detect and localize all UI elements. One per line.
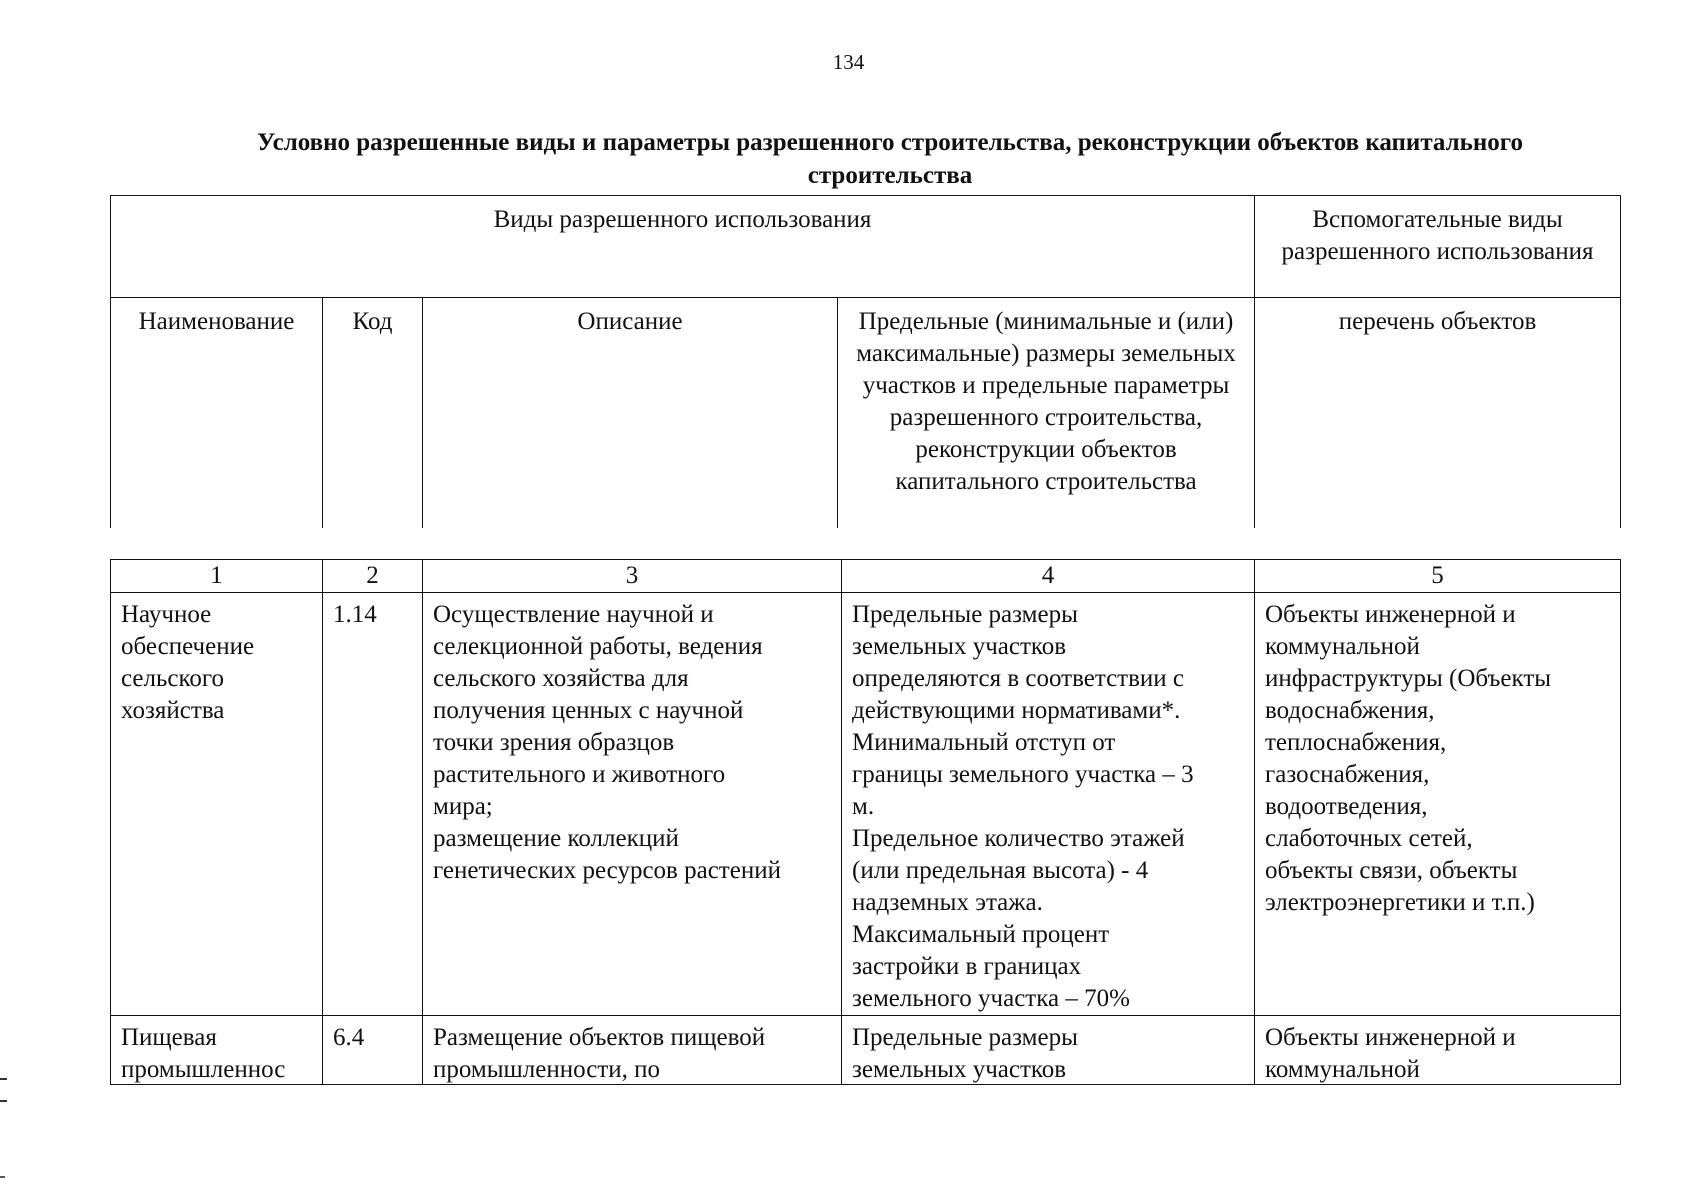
- code-cell: [323, 593, 423, 1016]
- column-number-row: [111, 560, 1621, 593]
- objects-text: Объекты инженерной и коммунальной инфраструктуры (Объекты водоснабжения, теплоснабжения, газоснабжения, водоотведения, слаботочных сетей, объекты связи, объекты электроэнергетики и т.п.): [1265, 601, 1552, 916]
- code-cell: [323, 1016, 423, 1085]
- parameters-text: Предельные размеры земельных участков определяются в соответствии с действующими нормативами*. Минимальный отступ от границы земельного участка – 3 м. Предельное количество этажей (или предельная высота) - 4 надземных этажа. Максимальный процент застройки в границах земельного участка – 70%: [852, 601, 1194, 1012]
- column-number: 5: [1255, 560, 1621, 593]
- objects-cell: [1255, 593, 1621, 1016]
- scan-margin-mark: [0, 1078, 7, 1102]
- column-number: 4: [842, 560, 1255, 593]
- name-text: Пищевая промышленнос: [121, 1024, 286, 1083]
- header-col-description-text: Описание: [577, 308, 683, 335]
- objects-text: Объекты инженерной и коммунальной: [1265, 1024, 1516, 1083]
- description-text: Размещение объектов пищевой промышленности, по: [433, 1024, 766, 1083]
- parameters-cell: [842, 1016, 1255, 1085]
- column-number: 2: [323, 560, 423, 593]
- header-aux-group: [1255, 196, 1621, 298]
- header-aux-group-text: Вспомогательные виды разрешенного использования: [1281, 206, 1594, 265]
- table-row: [111, 1016, 1621, 1085]
- description-cell: [423, 1016, 842, 1085]
- document-title: Условно разрешенные виды и параметры разрешенного строительства, реконструкции объектов капитального строительства: [256, 129, 1524, 189]
- header-col-parameters-text: Предельные (минимальные и (или) максимальные) размеры земельных участков и предельные параметры разрешенного строительства, реконструкции объектов капитального строительства: [856, 308, 1236, 495]
- description-cell: [423, 593, 842, 1016]
- header-col-code: [323, 298, 423, 528]
- scan-margin-mark: [0, 1176, 5, 1178]
- table-row: [111, 593, 1621, 1016]
- header-main-group: [111, 196, 1255, 298]
- header-col-code-text: Код: [352, 308, 393, 335]
- column-number: 3: [423, 560, 842, 593]
- name-text: Научное обеспечение сельского хозяйства: [121, 601, 255, 724]
- code-text: 6.4: [333, 1024, 365, 1051]
- header-col-name-text: Наименование: [138, 308, 295, 335]
- header-table: [110, 195, 1621, 528]
- header-col-name: [111, 298, 323, 528]
- header-col-parameters: [838, 298, 1255, 528]
- data-table: [110, 559, 1621, 1085]
- description-text: Осуществление научной и селекционной работы, ведения сельского хозяйства для получения ценных с научной точки зрения образцов растительного и животного мира; размещение коллекций генетических ресурсов растений: [433, 601, 781, 884]
- header-col-objects-text: перечень объектов: [1338, 308, 1537, 335]
- name-cell: [111, 1016, 323, 1085]
- objects-cell: [1255, 1016, 1621, 1085]
- parameters-cell: [842, 593, 1255, 1016]
- page-number: 134: [832, 50, 865, 74]
- header-col-objects: [1255, 298, 1621, 528]
- code-text: 1.14: [333, 601, 377, 628]
- header-col-description: [423, 298, 838, 528]
- column-number: 1: [111, 560, 323, 593]
- header-main-group-text: Виды разрешенного использования: [493, 206, 872, 233]
- parameters-text: Предельные размеры земельных участков: [852, 1024, 1078, 1083]
- name-cell: [111, 593, 323, 1016]
